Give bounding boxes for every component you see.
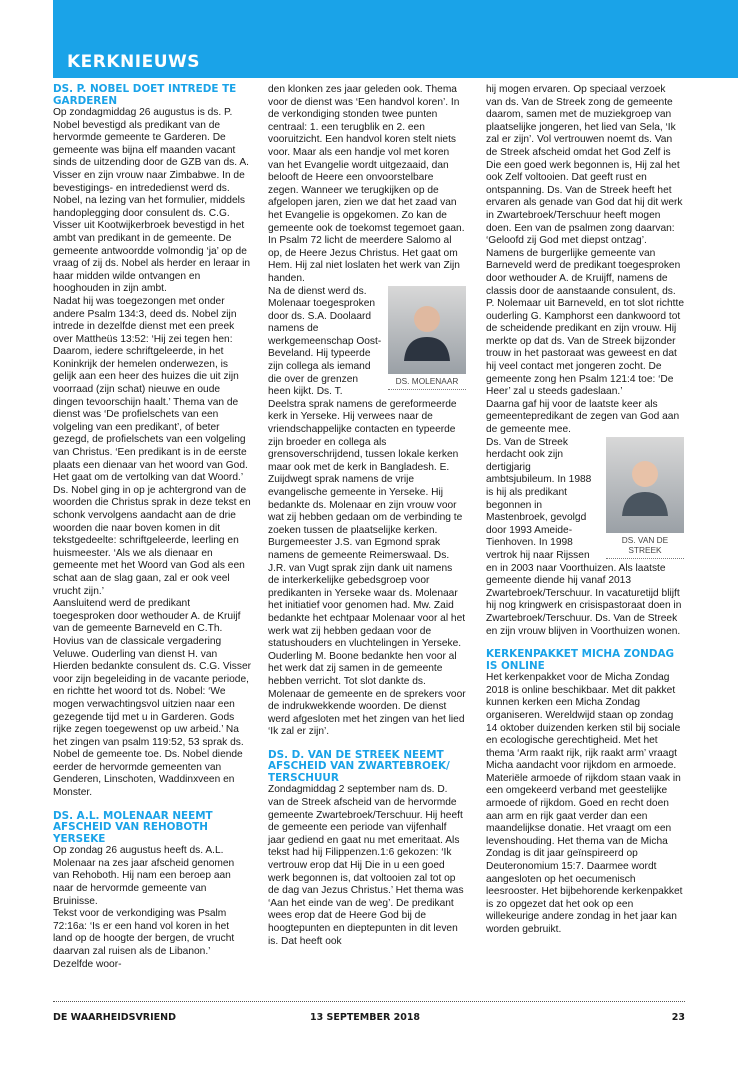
person-icon — [620, 454, 670, 516]
page-number: 23 — [671, 1012, 685, 1023]
article-paragraph: Op zondag 26 augustus heeft ds. A.L. Molenaar na zes jaar afscheid genomen van Rehoboth. Hij nam een beroep aan naar de hervormde gemeente van Bruinisse. — [53, 845, 235, 907]
article-paragraph: Aansluitend werd de predikant toegesproken door wethouder A. de Kruijf van de gemeente Barneveld en C.Th. Hovius van de classicale vergadering Veluwe. Ouderling van dienst H. van Hierden bedankte consulent ds. C.G. Visser voor zijn begeleiding in de vacante periode, en richtte het woord tot ds. Nobel: ‘We mogen verwachtingsvol uitzien naar een gezegende tijd met u in Garderen. Gods rijke zegen toegewenst op uw arbeid.’ Na het zingen van psalm 119:52, 53 sprak ds. Nobel de gemeente toe. Ds. Nobel diende eerder de hervormde gemeenten van Genderen, Linschoten, Waddinxveen en Monster. — [53, 598, 252, 799]
article-paragraph: Het kerkenpakket voor de Micha Zondag 2018 is online beschikbaar. Met dit pakket kunnen kerken een Micha Zondag organiseren. Wereldwijd staan op zondag 14 oktober duizenden kerken stil bij sociale en ecologische gerechtigheid. Met het thema ‘Arm raakt rijk, rijk raakt arm’ vraagt Micha aandacht voor rijkdom en armoede. Materiële armoede of rijkdom staan vaak in een omgekeerd verband met geestelijke armoede of rijkdom. Goed en recht doen aan arm en rijk gaat verder dan een maandelijkse donatie. Het vraagt om een levenshouding. Het thema van de Micha Zondag is dit jaar geïnspireerd op Deuteronomium 15:7. Daarmee wordt aangesloten op het oecumenisch leesrooster. Het bijbehorende kerkenpakket is zo opgezet dat het ook op een willekeurige andere zondag in het jaar kan worden gebruikt. — [486, 672, 683, 935]
article-heading: KERKENPAKKET MICHA ZONDAG IS ONLINE — [486, 648, 675, 672]
article-paragraph: Daarna gaf hij voor de laatste keer als gemeentepredikant de zegen van God aan de gemeente mee. — [486, 398, 680, 436]
column-3 — [486, 84, 684, 937]
column-2 — [268, 84, 466, 948]
article-paragraph: den klonken zes jaar geleden ook. Thema voor de dienst was ‘Een handvol koren’. In de verkondiging stonden twee punten centraal: 1. een terugblik en 2. een vooruitzicht. Een handvol koren stelt niets voor. Maar als een handje vol met koren van het Evangelie wordt uitgezaaid, dan belooft de Heere een onvoorstelbare zegen. Wanneer we terugkijken op de afgelopen jaren, zien we dat het zaad van het Evangelie is opgekomen. Zo kan de gemeente ook de toekomst tegemoet gaan. In Psalm 72 licht de meerdere Salomo al op, de Heere Jezus Christus. Het gaat om Hem. Hij zal niet loslaten het werk van Zijn handen. — [268, 84, 465, 284]
section-title: KERKNIEUWS — [67, 52, 201, 72]
article-paragraph: Tekst voor de verkondiging was Psalm 72:16a: ‘Is er een hand vol koren in het land op de hoogte der bergen, de vrucht daarvan zal ruisen als de Libanon.’ Dezelfde woor- — [53, 908, 235, 970]
article-paragraph: Op zondagmiddag 26 augustus is ds. P. Nobel bevestigd als predikant van de hervormde gemeente te Garderen. De gemeente was bijna elf maanden vacant sinds de uitzending door de GZB van ds. A. Visser en zijn vrouw naar Zimbabwe. In de bevestigings- en intrededienst werd ds. Nobel, na lezing van het formulier, middels handoplegging door consulent ds. C.G. Visser uit Kootwijkerbroek bevestigd in het ambt van predikant in de gemeente. De gemeente antwoordde volmondig ‘ja’ op de vraag of zij ds. Nobel als herder en leraar in haar midden wilde ontvangen en hooghouden in zijn ambt. — [53, 107, 251, 295]
portrait-image — [606, 437, 684, 533]
article-paragraph: Namens de burgerlijke gemeente van Barneveld werd de predikant toegesproken door wethouder A. de Kruijff, namens de classis door de aanstaande consulent, ds. P. Nolemaar uit Barneveld, en tot slot richtte ouderling G. Kamphorst een dankwoord tot de scheidende predikant en zijn vrouw. Hij merkte op dat ds. Van de Streek bijzonder trouw in het pastoraat was geweest en dat hij veel contact met jongeren zocht. De gemeente zong hen Psalm 121:4 toe: ‘De Heer’ zal u steeds gadeslaan.’ — [486, 247, 685, 398]
page-footer — [53, 1001, 685, 1023]
article-heading: DS. D. VAN DE STREEK NEEMT AFSCHEID VAN ZWARTEBROEK/ TERSCHUUR — [268, 748, 450, 784]
issue-date: 13 SEPTEMBER 2018 — [310, 1012, 421, 1023]
article-paragraph: Na de dienst werd ds. Molenaar toegesproken door ds. S.A. Doolaard namens de werkgemeenschap Oost-Beveland. Hij typeerde zijn collega als iemand die over de grenzen heen kijkt. Ds. T. Deelstra sprak namens de gereformeerde kerk in Yerseke. Hij verwees naar de vriendschappelijke contacten en typeerde zijn broeder en collega als grensoverschrijdend, tussen lokale kerken maar ook met de kerk in Bangladesh. E. Zuijdwegt sprak namens de vrije evangelische gemeente in Yerseke. Hij bedankte ds. Molenaar en zijn vrouw voor wat zij hebben gedaan om de verbinding te zoeken tussen de plaatselijke kerken. Burgemeester J.S. van Egmond sprak namens de gemeente Reimerswaal. Ds. J.R. van Vugt sprak zijn dank uit namens de interkerkelijke gebedsgroep voor predikanten in Yerseke waar ds. Molenaar het initiatief voor genomen had. Mw. Zaid bedankte het echtpaar Molenaar voor al het werk wat zij hebben gedaan voor de statushouders en vluchtelingen in Yerseke. Ouderling M. Boone bedankte hen voor al het werk dat zij samen in de gemeente hebben verricht. Tot slot dankte ds. Molenaar de gemeente en de sprekers voor de indrukwekkende woorden. De dienst werd afgesloten met het zingen van het lied ‘Ik zal er zijn’. — [268, 285, 466, 738]
section-header — [53, 0, 738, 78]
publication-name: DE WAARHEIDSVRIEND — [53, 1012, 176, 1023]
column-1 — [53, 84, 251, 971]
article-paragraph: Zondagmiddag 2 september nam ds. D. van de Streek afscheid van de hervormde gemeente Zwartebroek/Terschuur. Hij heeft de gemeente een periode van vijfenhalf jaar gediend en gaat nu met emeritaat. Als tekst had hij Filippenzen.1:6 gekozen: ‘Ik vertrouw erop dat Hij Die in u een goed werk begonnen is, dat voltooien zal tot op de dag van Jezus Christus.’ Het thema was ‘Aan het einde van de weg’. De predikant wees erop dat de Heere God bij de hoogtepunten en dieptepunten in dit leven is. Dat heeft ook — [268, 784, 464, 947]
photo-caption: DS. VAN DE STREEK — [606, 533, 684, 559]
article-heading: DS. A.L. MOLENAAR NEEMT AFSCHEID VAN REHOBOTH YERSEKE — [53, 809, 213, 845]
photo-caption: DS. MOLENAAR — [388, 374, 466, 390]
person-icon — [402, 299, 452, 361]
photo-molenaar — [388, 286, 466, 390]
article-paragraph: Nadat hij was toegezongen met onder andere Psalm 134:3, deed ds. Nobel zijn intrede in dezelfde dienst met een preek over Mattheüs 13:52: ‘Hij zei tegen hen: Daarom, iedere schriftgeleerde, in het Koninkrijk der hemelen onderwezen, is gelijk aan een heer des huizes die uit zijn voorraad (zijn schat) nieuwe en oude dingen tevoorschijn haalt.’ Thema van de dienst was ‘De profielschets van een volgeling van een predikant’, of beter gezegd, de profielschets van een volgeling van Christus. ‘Een predikant is in de eerste plaats een dienaar van het woord van God. Het gaat om de vertolking van dat Woord.’ Ds. Nobel ging in op je achtergrond van de woorden die Christus sprak in deze tekst en schonk vervolgens aandacht aan de drie woorden die naar boven komen in dit tekstgedeelte: schriftgeleerde, leerling en huismeester. ‘Als we als dienaar en gemeente met het Woord van God als een schat aan de slag gaan, zal er ook veel vrucht zijn.’ — [53, 295, 251, 597]
article-paragraph: hij mogen ervaren. Op speciaal verzoek van ds. Van de Streek zong de gemeente daarom, samen met de muziekgroep van plaatselijke jongeren, het lied van Sela, ‘Ik zal er zijn’. Vol vertrouwen noemt ds. Van de Streek afscheid omdat het God Zelf is Die een goed werk begonnen is, Hij zal het ook Zelf voltooien. Dat geeft rust en ontspanning. Ds. Van de Streek heeft het ervaren als genade van God dat hij dit werk in Zwartebroek/Terschuur heeft mogen doen. Een van de psalmen zong daarvan: ‘Geloofd zij God met diepst ontzag’. — [486, 84, 683, 247]
article-paragraph: Ds. Van de Streek herdacht ook zijn dertigjarig ambtsjubileum. In 1988 is hij als predikant begonnen in Mastenbroek, gevolgd door 1993 Ameide-Tienhoven. In 1998 vertrok hij naar Rijssen en in 2003 naar Voorthuizen. Als laatste gemeente diende hij vanaf 2013 Zwartebroek/Terschuur. In vacaturetijd blijft hij nog kringwerk en crisispastoraat doen in Zwartebroek/Terschuur. Ds. Van de Streek en zijn vrouw blijven in Voorthuizen wonen. — [486, 436, 682, 637]
portrait-image — [388, 286, 466, 374]
photo-van-de-streek — [606, 437, 684, 559]
article-heading: DS. P. NOBEL DOET INTREDE TE GARDEREN — [53, 83, 237, 107]
